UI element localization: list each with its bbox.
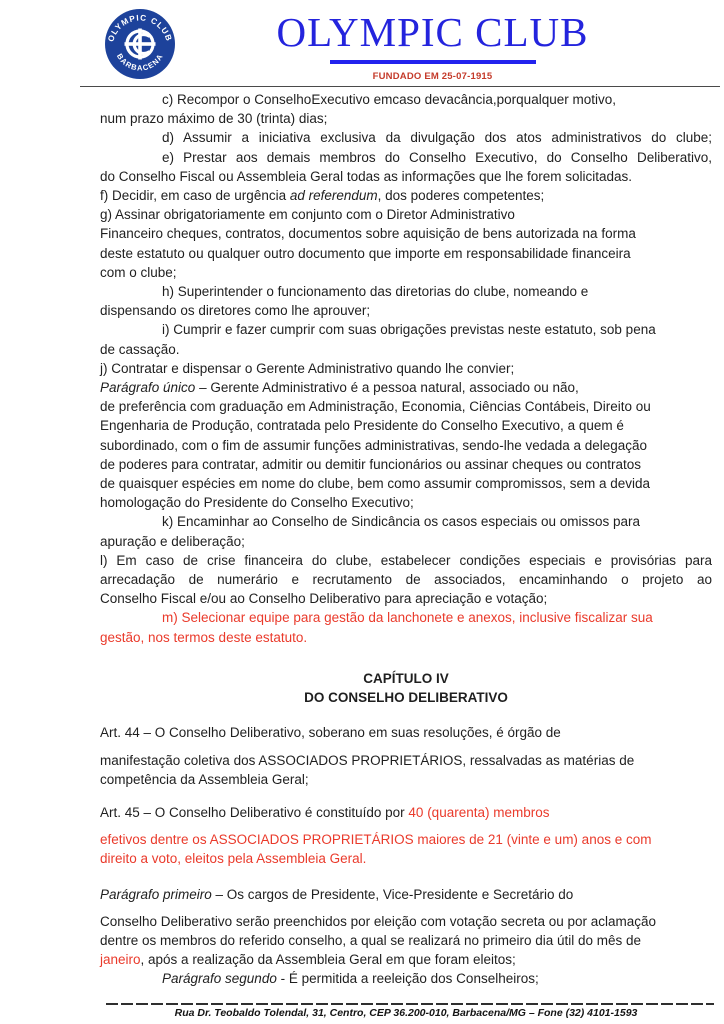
text-run: d) Assumir a iniciativa exclusiva da divulgação dos atos administrativos do clube; [162,130,712,146]
text-run: , após a realização da Assembleia Geral em que foram eleitos; [140,952,516,968]
text-line [100,551,712,570]
text-line [100,359,712,378]
text-run: competência da Assembleia Geral; [100,771,309,787]
text-line [100,244,712,263]
text-line [100,109,712,128]
page-title: OLYMPIC CLUB [276,9,589,55]
text-line [100,849,712,868]
text-run: de preferência com graduação em Administração, Economia, Ciências Contábeis, Direito ou [100,399,651,415]
text-run: Art. 44 – O Conselho Deliberativo, soberano em suas resoluções, é órgão de [100,725,561,741]
text-line [100,931,712,950]
text-run: - É permitida a reeleição dos Conselheiros; [276,971,539,987]
text-line [100,128,712,147]
text-line [100,512,712,531]
text-line [100,416,712,435]
text-run: efetivos dentre os ASSOCIADOS PROPRIETÁRIOS maiores de 21 (vinte e um) anos e com [100,832,652,848]
text-line [100,885,712,904]
text-line [100,301,712,320]
text-line [100,493,712,512]
text-run: l) Em caso de crise financeira do clube, estabelecer condições especiais e provisórias para [100,552,712,568]
text-run: e) Prestar aos demais membros do Conselho Executivo, do Conselho Deliberativo, [162,149,712,165]
footer-divider [106,1003,714,1005]
text-run: h) Superintender o funcionamento das diretorias do clube, nomeando e [162,284,589,300]
text-line [100,397,712,416]
text-run: de quaisquer espécies em nome do clube, bem como assumir compromissos, sem a devida [100,476,651,492]
text-line [100,263,712,282]
text-run: ad referendum [289,188,378,204]
text-line [100,282,712,301]
text-line [100,628,712,647]
text-run: c) Recompor o ConselhoExecutivo emcaso devacância,porqualquer motivo, [162,92,616,107]
text-run: Art. 45 – O Conselho Deliberativo é constituído por [100,804,409,820]
text-run: subordinado, com o fim de assumir funções administrativas, sendo-lhe vedada a delegação [100,437,648,453]
text-line [100,224,712,243]
logo-arc-top-text: OLYMPIC CLUB [106,13,174,43]
blank-line [100,789,712,803]
text-run: homologação do Presidente do Conselho Executivo; [100,495,414,511]
blank-line [100,647,712,669]
text-run: CAPÍTULO IV [363,670,449,686]
text-run: Parágrafo segundo [162,971,277,987]
text-line [100,474,712,493]
text-run: dentre os membros do referido conselho, a qual se realizará no primeiro dia útil do mês de [100,932,642,948]
text-run: g) Assinar obrigatoriamente em conjunto com o Diretor Administrativo [100,207,515,223]
text-run: deste estatuto ou qualquer outro documento que importe em responsabilidade financeira [100,245,631,261]
text-line [100,669,712,688]
text-run: – Os cargos de Presidente, Vice-Presidente e Secretário do [211,886,574,902]
text-run: k) Encaminhar ao Conselho de Sindicância os casos especiais ou omissos para [162,514,641,530]
text-line [100,570,712,589]
text-line [100,455,712,474]
text-run: gestão, nos termos deste estatuto. [100,629,308,645]
text-line [100,803,712,822]
text-run: Engenharia de Produção, contratada pelo Presidente do Conselho Executivo, a quem é [100,418,624,434]
text-run: , dos poderes competentes; [377,188,545,204]
text-run: Parágrafo primeiro [100,886,212,902]
text-run: janeiro [100,952,141,968]
header [155,10,710,82]
text-run: Conselho Fiscal e/ou ao Conselho Deliberativo para apreciação e votação; [100,591,548,607]
title-rule [330,60,536,64]
text-line [100,723,712,742]
text-line [100,378,712,397]
text-line [100,688,712,707]
text-run: num prazo máximo de 30 (trinta) dias; [100,111,328,127]
blank-line [100,869,712,885]
text-line [100,436,712,455]
logo-arc-bottom-text: BARBACENA [114,51,166,73]
text-run: m) Selecionar equipe para gestão da lanchonete e anexos, inclusive fiscalizar sua [162,610,653,626]
text-line [100,608,712,627]
text-line [100,950,712,969]
text-run: f) Decidir, em caso de urgência [100,188,290,204]
document-body [100,90,712,989]
text-line [100,770,712,789]
blank-line [100,707,712,723]
text-run: 40 (quarenta) membros [408,804,550,820]
text-run: Financeiro cheques, contratos, documentos sobre aquisição de bens autorizada na forma [100,226,636,242]
text-run: j) Contratar e dispensar o Gerente Administrativo quando lhe convier; [100,360,515,376]
text-line [100,912,712,931]
text-line [100,589,712,608]
text-line [100,830,712,849]
founding-date: FUNDADO EM 25-07-1915 [372,71,493,82]
text-line [100,969,712,988]
text-line [100,205,712,224]
text-run: – Gerente Administrativo é a pessoa natural, associado ou não, [195,380,579,396]
text-run: de poderes para contratar, admitir ou demitir funcionários ou assinar cheques ou contratos [100,456,642,472]
text-line [100,90,712,109]
text-run: DO CONSELHO DELIBERATIVO [304,690,508,706]
text-run: direito a voto, eleitos pela Assembleia Geral. [100,851,367,867]
footer-address: Rua Dr. Teobaldo Tolendal, 31, Centro, CEP 36.200-010, Barbacena/MG – Fone (32) 4101-1593 [174,1007,638,1019]
text-run: dispensando os diretores como lhe aprouver; [100,303,371,319]
text-line [100,186,712,205]
text-run: Conselho Deliberativo serão preenchidos por eleição com votação secreta ou por aclamação [100,913,657,929]
header-divider [80,86,720,87]
text-run: com o clube; [100,264,177,280]
text-line [100,532,712,551]
text-run: do Conselho Fiscal ou Assembleia Geral todas as informações que lhe forem solicitadas. [100,168,633,184]
text-run: i) Cumprir e fazer cumprir com suas obrigações previstas neste estatuto, sob pena [162,322,656,338]
text-line [100,320,712,339]
text-run: de cassação. [100,341,180,357]
text-run: manifestação coletiva dos ASSOCIADOS PROPRIETÁRIOS, ressalvadas as matérias de [100,752,635,768]
text-line [100,148,712,167]
text-line [100,167,712,186]
text-run: apuração e deliberação; [100,533,245,549]
text-line [100,751,712,770]
text-run: Parágrafo único [100,380,196,396]
text-line [100,340,712,359]
text-run: arrecadação de numerário e recrutamento de associados, encaminhando o projeto ao [100,572,712,588]
